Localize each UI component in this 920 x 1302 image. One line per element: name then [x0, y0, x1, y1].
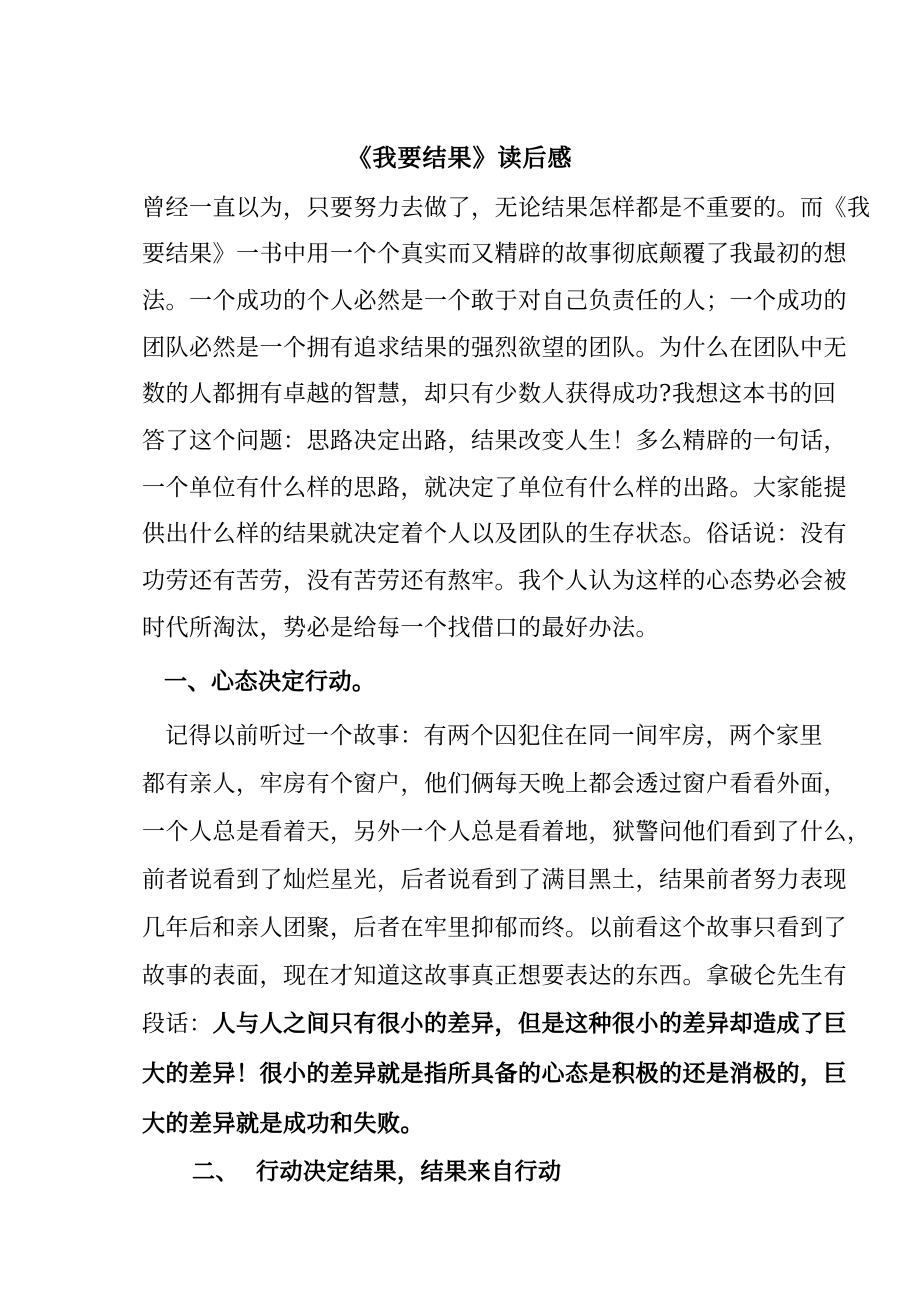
paragraph-line-mixed — [142, 1004, 847, 1044]
paragraph-line: 要结果》一书中用一个个真实而又精辟的故事彻底颠覆了我最初的想 — [142, 241, 847, 267]
paragraph-line: 都有亲人，牢房有个窗户，他们俩每天晚上都会透过窗户看看外面， — [142, 771, 847, 797]
paragraph-line: 时代所淘汰，势必是给每一个找借口的最好办法。 — [142, 615, 659, 641]
paragraph-line: 几年后和亲人团聚，后者在牢里抑郁而终。以前看这个故事只看到了 — [142, 915, 847, 941]
paragraph-line: 一个人总是看着天，另外一个人总是看着地，狱警问他们看到了什么， — [142, 819, 871, 845]
quote-bold-text: 人与人之间只有很小的差异，但是这种很小的差异却造成了巨 — [212, 1010, 847, 1037]
paragraph-line: 法。一个成功的个人必然是一个敢于对自己负责任的人；一个成功的 — [142, 288, 847, 314]
quote-intro-text: 段话： — [142, 1011, 213, 1037]
paragraph-line: 前者说看到了灿烂星光，后者说看到了满目黑土，结果前者努力表现 — [142, 867, 847, 893]
section-heading-2: 二、 行动决定结果，结果来自行动 — [192, 1158, 562, 1185]
paragraph-line: 曾经一直以为，只要努力去做了，无论结果怎样都是不重要的。而《我 — [142, 195, 871, 221]
paragraph-line: 一个单位有什么样的思路，就决定了单位有什么样的出路。大家能提 — [142, 475, 847, 501]
document-title: 《我要结果》读后感 — [347, 143, 573, 172]
paragraph-line: 记得以前听过一个故事：有两个囚犯住在同一间牢房，两个家里 — [165, 723, 823, 749]
paragraph-line: 团队必然是一个拥有追求结果的强烈欲望的团队。为什么在团队中无 — [142, 335, 847, 361]
quote-bold-line: 大的差异！很小的差异就是指所具备的心态是积极的还是消极的，巨 — [142, 1060, 847, 1087]
paragraph-line: 数的人都拥有卓越的智慧，却只有少数人获得成功?我想这本书的回 — [142, 381, 837, 407]
paragraph-line: 答了这个问题：思路决定出路，结果改变人生！多么精辟的一句话， — [142, 428, 847, 454]
section-heading-1: 一、心态决定行动。 — [164, 668, 376, 695]
quote-bold-line: 大的差异就是成功和失败。 — [142, 1110, 424, 1137]
paragraph-line: 功劳还有苦劳，没有苦劳还有熬牢。我个人认为这样的心态势必会被 — [142, 568, 847, 594]
paragraph-line: 供出什么样的结果就决定着个人以及团队的生存状态。俗话说：没有 — [142, 521, 847, 547]
paragraph-line: 故事的表面，现在才知道这故事真正想要表达的东西。拿破仑先生有 — [142, 963, 847, 989]
